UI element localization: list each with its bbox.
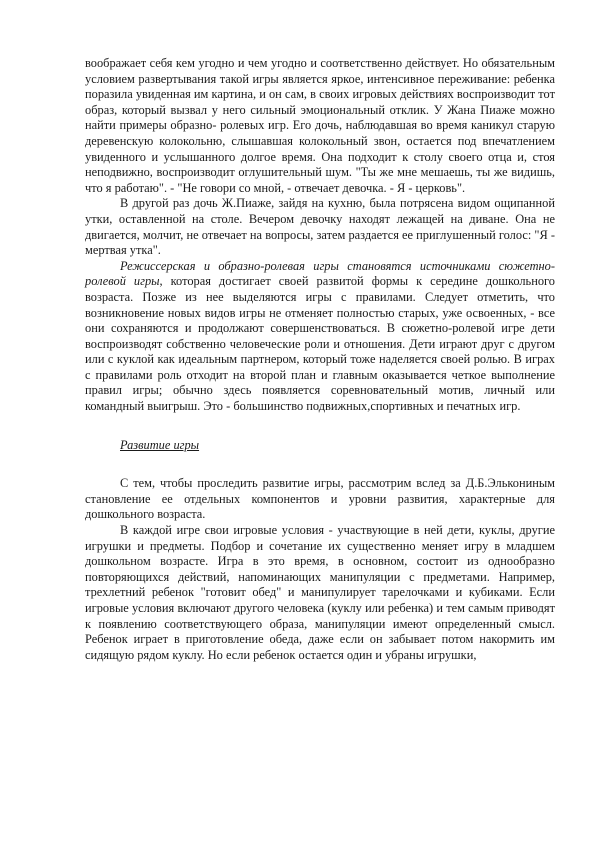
- paragraph-3-rest: , которая достигает своей развитой формы к середине дошкольного возраста. Позже из нее выделяются игры с правилами. Следует отметить, что возникновение новых видов игры не отменяет полностью старых, уже освоенных, - все они сохраняются и продолжают совершенствоваться. В сюжетно-ролевой игре дети воспроизводят собственно человеческие роли и отношения. Дети играют друг с другом или с куклой как идеальным партнером, который тоже наделяется своей ролью. В играх с правилами роль отходит на второй план и главным оказывается четкое выполнение правил игры; обычно здесь появляется соревновательный мотив, личный или командный выигрыш. Это - большинство подвижных,спортивных и печатных игр.: [85, 274, 555, 414]
- document-page: [85, 56, 555, 663]
- paragraph-4: С тем, чтобы проследить развитие игры, рассмотрим вслед за Д.Б.Элькониным становление ее отдельных компонентов и уровни развития, характерные для дошкольного возраста.: [85, 476, 555, 522]
- paragraph-3: [85, 259, 555, 415]
- section-heading: Развитие игры: [120, 437, 200, 452]
- paragraph-1: воображает себя кем угодно и чем угодно и соответственно действует. Но обязательным условием развертывания такой игры является яркое, интенсивное переживание: ребенка поразила увиденная им картина, и он сам, в своих игровых действиях воспроизводит тот образ, который вызвал у него сильный эмоциональный отклик. У Жана Пиаже можно найти примеры образно- ролевых игр. Его дочь, наблюдавшая во время каникул старую деревенскую колокольню, слышавшая колокольный звон, остается под впечатлением увиденного и услышанного долгое время. Она подходит к столу своего отца и, стоя неподвижно, воспроизводит оглушительный шум. "Ты же мне мешаешь, ты же видишь, что я работаю". - "Не говори со мной, - отвечает девочка. - Я - церковь".: [85, 56, 555, 195]
- paragraph-2: В другой раз дочь Ж.Пиаже, зайдя на кухню, была потрясена видом ощипанной утки, оставленной на столе. Вечером девочку находят лежащей на диване. Она не двигается, молчит, не отвечает на вопросы, затем раздается ее приглушенный голос: "Я - мертвая утка".: [85, 196, 555, 258]
- paragraph-5: В каждой игре свои игровые условия - участвующие в ней дети, куклы, другие игрушки и предметы. Подбор и сочетание их существенно меняет игру в младшем дошкольном возрасте. Игра в это время, в основном, состоит из однообразно повторяющихся действий, напоминающих манипуляции с предметами. Например, трехлетний ребенок "готовит обед" и манипулирует тарелочками и кубиками. Если игровые условия включают другого человека (куклу или ребенка) и тем самым приводят к появлению соответствующего образа, манипуляции имеют определенный смысл. Ребенок играет в приготовление обеда, даже если он забывает потом накормить им сидящую рядом куклу. Но если ребенок остается один и убраны игрушки,: [85, 523, 555, 662]
- paragraph-3-italic: Режиссерская и образно-ролевая игры становятся источниками сюжетно-ролевой игры: [85, 258, 555, 289]
